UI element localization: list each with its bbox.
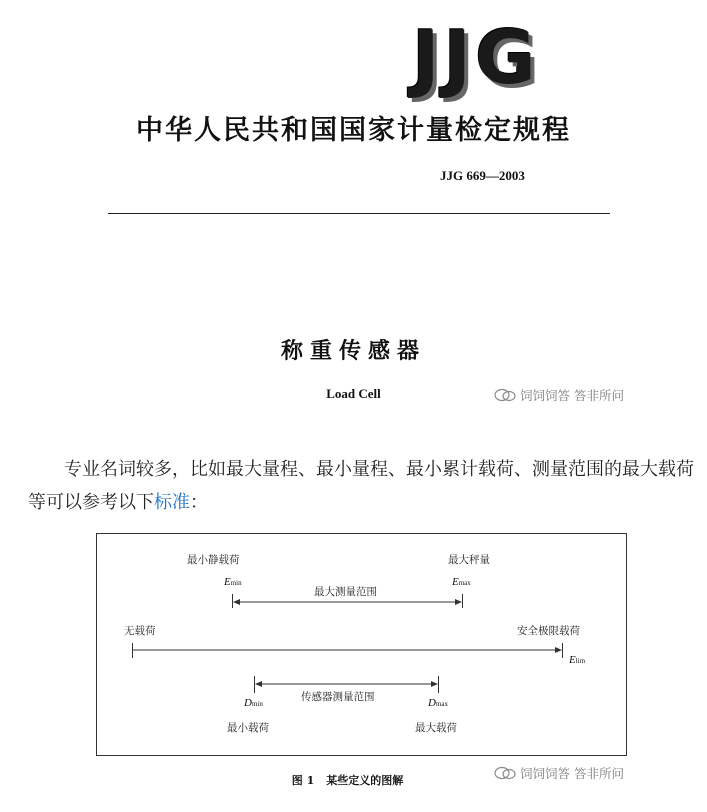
d-max-tick	[438, 676, 439, 693]
d-min-tick	[254, 676, 255, 693]
watermark	[494, 386, 624, 404]
sensor-range-arrow	[254, 679, 440, 689]
regulation-title: 中华人民共和国国家计量检定规程	[136, 115, 571, 146]
document-title: 称重传感器	[280, 338, 426, 364]
symbol-d-min: Dmin	[244, 697, 263, 709]
wechat-icon	[494, 766, 516, 780]
document-title-english: Load Cell	[326, 386, 381, 401]
body-paragraph	[28, 453, 704, 519]
caption-number: 图 1	[291, 774, 315, 787]
symbol-d-max: Dmax	[428, 697, 449, 709]
label-min-static-load: 最小静载荷	[187, 554, 240, 566]
label-sensor-measuring-range: 传感器测量范围	[301, 691, 375, 703]
wechat-icon	[494, 388, 516, 402]
label-max-measuring-range: 最大测量范围	[314, 586, 377, 598]
paragraph-suffix: ：	[190, 492, 208, 513]
symbol-e-min: Emin	[224, 576, 242, 588]
symbol-e-max: Emax	[452, 576, 471, 588]
standard-number: JJG 669—2003	[440, 168, 525, 183]
label-safe-limit-load: 安全极限载荷	[517, 625, 580, 637]
watermark-text: 饲饲饲答 答非所问	[520, 388, 624, 403]
label-max-load: 最大载荷	[415, 722, 457, 734]
full-load-line	[132, 645, 564, 655]
title-divider	[108, 213, 610, 214]
label-no-load: 无载荷	[124, 625, 156, 637]
standard-link[interactable]: 标准	[154, 492, 190, 513]
jjg-logo: JJG	[412, 15, 540, 101]
watermark-text: 饲饲饲答 答非所问	[520, 766, 624, 781]
max-range-arrow	[232, 597, 464, 607]
paragraph-text: 专业名词较多，比如最大量程、最小量程、最小累计载荷、测量范围的最大载荷等可以参考以下	[28, 459, 694, 513]
watermark	[494, 764, 624, 782]
label-max-capacity: 最大秤量	[448, 554, 490, 566]
caption-text: 某些定义的图解	[326, 774, 404, 787]
symbol-e-lim: Elim	[569, 654, 586, 666]
label-min-load: 最小载荷	[227, 722, 269, 734]
